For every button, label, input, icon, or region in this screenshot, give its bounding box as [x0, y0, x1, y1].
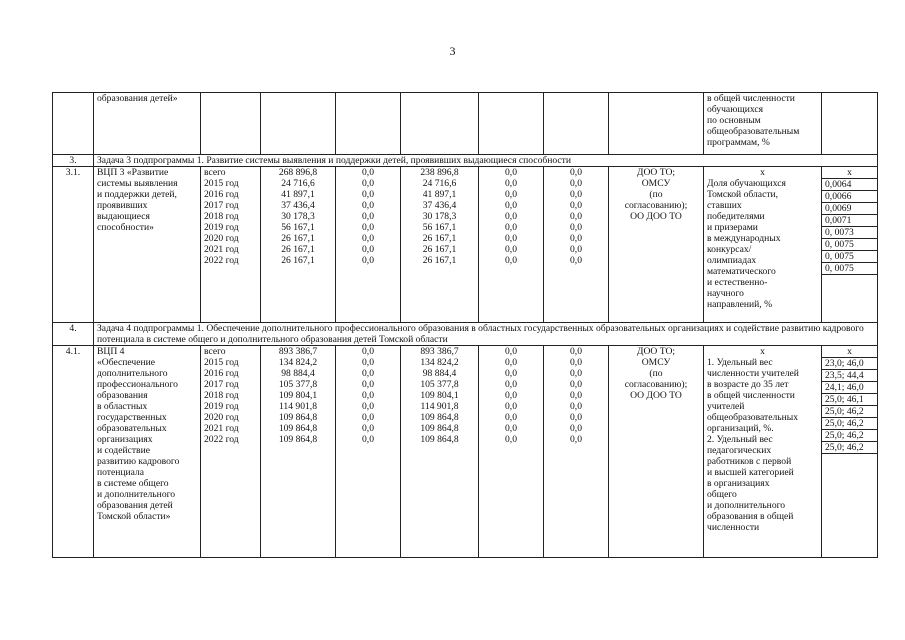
row-3-1-total-line: 26 167,1	[281, 244, 315, 255]
row-4-1-indicator-line: в организациях	[707, 478, 770, 489]
task-4-row	[53, 323, 878, 346]
row-3-1-federal	[336, 167, 401, 323]
cont-indicator-line: программам, %	[707, 137, 770, 148]
row-3-1-indicator-line: олимпиадах	[707, 255, 757, 266]
row-3-1-regional-line: 238 896,8	[420, 167, 459, 178]
row-4-1-other-line: 0,0	[570, 379, 582, 390]
row-3-1-executors-line: ОМСУ	[641, 178, 671, 189]
row-3-1-federal-line: 0,0	[362, 211, 374, 222]
row-4-1-regional-line: 105 377,8	[420, 379, 459, 390]
row-3-1-other-line: 0,0	[570, 178, 582, 189]
row-3-1-indicator-line: научного	[707, 288, 744, 299]
row-4-1-indicator-line: организаций, %.	[707, 423, 774, 434]
row-3-1-municipal-line: 0,0	[505, 178, 517, 189]
row-4-1-municipal-line: 0,0	[505, 346, 517, 357]
row-3-1-municipal-line: 0,0	[505, 167, 517, 178]
row-4-1-municipal-line: 0,0	[505, 423, 517, 434]
row-4-1-indicator-line: в возрасте до 35 лет	[707, 379, 789, 390]
row-3-1-municipal-line: 0,0	[505, 189, 517, 200]
row-4-1-values-line: 25,0; 46,2	[822, 442, 877, 454]
row-4-1-indicator-line: х	[760, 346, 765, 357]
row-4-1-indicator-line: и высшей категорией	[707, 467, 794, 478]
row-3-1-program-name-line: способности»	[97, 222, 154, 233]
row-4-1-years-line: 2021 год	[204, 423, 239, 434]
row-3-1-program-name-line: ВЦП 3 «Развитие	[97, 167, 169, 178]
row-4-1-total-line: 109 864,8	[278, 434, 318, 445]
row-3-1-years-line: всего	[204, 167, 226, 178]
task-4-number: 4.	[53, 323, 94, 346]
row-4-1-federal-line: 0,0	[362, 412, 374, 423]
row-3-1-indicator-line: конкурсах/	[707, 244, 752, 255]
row-4-1-years-line: 2020 год	[204, 412, 239, 423]
row-4-1-other-line: 0,0	[570, 412, 582, 423]
row-3-1-municipal	[479, 167, 544, 323]
row-4-1-years-line: 2018 год	[204, 390, 239, 401]
row-4-1-municipal-line: 0,0	[505, 357, 517, 368]
row-3-1-regional-line: 24 716,6	[422, 178, 457, 189]
row-4-1-indicator	[704, 346, 822, 558]
row-3-1-municipal-line: 0,0	[505, 211, 517, 222]
row-4-1-regional-line: 114 901,8	[420, 401, 459, 412]
row-3-1-other	[544, 167, 609, 323]
row-4-1-municipal-line: 0,0	[505, 368, 517, 379]
row-3-1-other-line: 0,0	[570, 211, 582, 222]
row-4-1-values-line: 25,0; 46,2	[822, 406, 877, 418]
row-3-1-years-line: 2017 год	[204, 200, 239, 211]
row-4-1-years-line: 2022 год	[204, 434, 239, 445]
row-3-1-total	[261, 167, 336, 323]
row-4-1-years	[201, 346, 261, 558]
row-4-1-other-line: 0,0	[570, 357, 582, 368]
row-3-1-municipal-line: 0,0	[505, 200, 517, 211]
row-4-1-federal-line: 0,0	[362, 357, 374, 368]
row-3-1-program-name-line: системы выявления	[97, 178, 178, 189]
row-4-1-program-name-line: и содействие	[97, 445, 150, 456]
row-3-1-regional-line: 56 167,1	[422, 222, 457, 233]
row-3-1-years-line: 2018 год	[204, 211, 239, 222]
page-number: 3	[449, 44, 456, 58]
row-4-1-program-name-line: профессионального	[97, 379, 178, 390]
row-3-1-municipal-line: 0,0	[505, 222, 517, 233]
row-3-1-federal-line: 0,0	[362, 244, 374, 255]
row-4-1-values-line: 23,0; 46,0	[822, 358, 877, 370]
row-4-1-regional	[401, 346, 479, 558]
row-4-1-regional-line: 109 864,8	[420, 434, 459, 445]
row-3-1-values-line: 0,0064	[822, 179, 877, 191]
row-4-1-indicator-line: численности учителей	[707, 368, 799, 379]
cont-indicator-line: по основным	[707, 115, 761, 126]
cont-indicator	[704, 93, 822, 155]
row-4-1-federal-line: 0,0	[362, 423, 374, 434]
row-3-1-program-name-line: выдающиеся	[97, 211, 150, 222]
row-4-1-other-line: 0,0	[570, 434, 582, 445]
row-3-1-municipal-line: 0,0	[505, 244, 517, 255]
row-3-1-values-line: 0, 0073	[822, 227, 877, 239]
row-4-1-years-line: 2017 год	[204, 379, 239, 390]
row-3-1-total-line: 41 897,1	[281, 189, 315, 200]
row-4-1-municipal-line: 0,0	[505, 412, 517, 423]
row-3-1-indicator-line: Томской области,	[707, 189, 779, 200]
row-3-1-indicator-line: Доля обучающихся	[707, 178, 786, 189]
row-3-1-indicator-line: и призерами	[707, 222, 758, 233]
row-3-1-municipal-line: 0,0	[505, 255, 517, 266]
row-4-1-program-name-line: государственных	[97, 412, 167, 423]
row-4-1-total-line: 98 884,4	[281, 368, 315, 379]
row-3-1-total-line: 26 167,1	[281, 233, 315, 244]
row-4-1-federal-line: 0,0	[362, 390, 374, 401]
row-4-1-total-line: 893 386,7	[278, 346, 318, 357]
row-4-1-program-name-line: образования детей	[97, 500, 173, 511]
row-3-1-federal-line: 0,0	[362, 189, 374, 200]
row-4-1-total-line: 109 864,8	[278, 412, 318, 423]
row-4-1-indicator-line: 2. Удельный вес	[707, 434, 773, 445]
row-4-1-program-name-line: организациях	[97, 434, 153, 445]
row-3-1-federal-line: 0,0	[362, 222, 374, 233]
row-4-1-regional-line: 134 824,2	[420, 357, 459, 368]
row-3-1-regional-line: 30 178,3	[422, 211, 457, 222]
task-3-title: Задача 3 подпрограммы 1. Развитие системы выявления и поддержки детей, проявивших выдающиеся способности	[94, 155, 878, 167]
row-3-1-other-line: 0,0	[570, 189, 582, 200]
row-4-1-program-name-line: в системе общего	[97, 478, 169, 489]
row-4-1-federal	[336, 346, 401, 558]
row-4-1-indicator-line: общего	[707, 489, 737, 500]
row-4-1-other-line: 0,0	[570, 390, 582, 401]
row-3-1-indicator-line: победителями	[707, 211, 765, 222]
row-3-1-regional-line: 26 167,1	[422, 255, 457, 266]
row-3-1-federal-line: 0,0	[362, 167, 374, 178]
row-4-1-indicator-line: 1. Удельный вес	[707, 357, 773, 368]
row-3-1-regional-line: 26 167,1	[422, 244, 457, 255]
row-4-1-total-line: 114 901,8	[278, 401, 318, 412]
row-3-1-program-name-line: и поддержки детей,	[97, 189, 177, 200]
row-4-1-federal-line: 0,0	[362, 434, 374, 445]
row-3-1-indicator-line: и естественно-	[707, 277, 768, 288]
row-4-1-program-name-line: развитию кадрового	[97, 456, 180, 467]
row-3-1-total-line: 30 178,3	[281, 211, 315, 222]
row-3-1-values-line: 0, 0075	[822, 239, 877, 251]
program-table	[52, 92, 878, 558]
row-4-1-indicator-line: и дополнительного	[707, 500, 786, 511]
row-4-1-other-line: 0,0	[570, 401, 582, 412]
row-4-1-program-name-line: образовательных	[97, 423, 167, 434]
row-3-1-federal-line: 0,0	[362, 200, 374, 211]
row-3-1-values-line: 0,0071	[822, 215, 877, 227]
task-3-number: 3.	[53, 155, 94, 167]
row-4-1-program-name-line: в областных	[97, 401, 148, 412]
row-4-1-federal-line: 0,0	[362, 368, 374, 379]
row-4-1-regional-line: 109 804,1	[420, 390, 459, 401]
row-4-1-regional-line: 893 386,7	[420, 346, 459, 357]
row-3-1-years-line: 2020 год	[204, 233, 239, 244]
row-4-1-number: 4.1.	[53, 346, 94, 558]
row-4-1-federal-line: 0,0	[362, 379, 374, 390]
row-4-1-municipal	[479, 346, 544, 558]
row-4-1-program-name-line: «Обеспечение	[97, 357, 155, 368]
cont-program-name: образования детей»	[94, 93, 201, 155]
row-4-1-values-line: х	[822, 346, 877, 358]
row-3-1-number: 3.1.	[53, 167, 94, 323]
row-3-1-years-line: 2022 год	[204, 255, 239, 266]
row-4-1-program-name-line: и дополнительного	[97, 489, 176, 500]
row-3-1-years	[201, 167, 261, 323]
row-4-1-other-line: 0,0	[570, 346, 582, 357]
row-4-1-total-line: 105 377,8	[278, 379, 318, 390]
row-4-1-indicator-line: общеобразовательных	[707, 412, 798, 423]
row-3-1-indicator-line: ставших	[707, 200, 742, 211]
row-4-1-executors-line: ОМСУ	[641, 357, 671, 368]
row-3-1-years-line: 2021 год	[204, 244, 239, 255]
row-3-1-indicator-line: х	[760, 167, 765, 178]
row-4-1-executors-line: (по	[649, 368, 663, 379]
row-3-1-regional-line: 41 897,1	[422, 189, 457, 200]
row-3-1-values-line: 0,0066	[822, 191, 877, 203]
row-4-1-years-line: 2015 год	[204, 357, 239, 368]
row-4-1-municipal-line: 0,0	[505, 434, 517, 445]
row-4-1-values-line: 25,0; 46,1	[822, 394, 877, 406]
row-3-1-values	[822, 167, 878, 323]
row-4-1-program-name-line: образования	[97, 390, 148, 401]
row-3-1-years-line: 2016 год	[204, 189, 239, 200]
task-4-title: Задача 4 подпрограммы 1. Обеспечение дополнительного профессионального образования в областных государственных образовательных организациях и содействие развитию кадрового потенциала в системе общего и дополнительного образования детей Томской области	[94, 323, 878, 346]
row-4-1-federal-line: 0,0	[362, 346, 374, 357]
row-4-1-indicator-line: в общей численности	[707, 390, 795, 401]
row-3-1-program-name	[94, 167, 201, 323]
program-row-4-1	[53, 346, 878, 558]
row-3-1-total-line: 24 716,6	[281, 178, 315, 189]
row-4-1-other	[544, 346, 609, 558]
row-4-1-indicator-line: образования в общей	[707, 511, 794, 522]
row-4-1-values-line: 24,1; 46,0	[822, 382, 877, 394]
row-3-1-municipal-line: 0,0	[505, 233, 517, 244]
row-3-1-values-line: 0, 0075	[822, 263, 877, 275]
row-4-1-other-line: 0,0	[570, 368, 582, 379]
row-3-1-values-line: х	[822, 167, 877, 179]
row-3-1-regional	[401, 167, 479, 323]
row-3-1-indicator	[704, 167, 822, 323]
row-4-1-years-line: 2019 год	[204, 401, 239, 412]
task-3-row	[53, 155, 878, 167]
row-3-1-other-line: 0,0	[570, 200, 582, 211]
row-3-1-program-name-line: проявивших	[97, 200, 148, 211]
row-3-1-values-line: 0, 0075	[822, 251, 877, 263]
row-4-1-values-line: 25,0; 46,2	[822, 418, 877, 430]
row-4-1-years-line: всего	[204, 346, 226, 357]
row-3-1-total-line: 26 167,1	[281, 255, 315, 266]
cont-indicator-line: обучающихся	[707, 104, 764, 115]
row-3-1-total-line: 268 896,8	[278, 167, 318, 178]
row-3-1-indicator-line: в международных	[707, 233, 781, 244]
row-4-1-municipal-line: 0,0	[505, 401, 517, 412]
row-3-1-other-line: 0,0	[570, 233, 582, 244]
row-4-1-executors-line: согласованию);	[624, 379, 688, 390]
row-3-1-executors-line: (по	[649, 189, 663, 200]
row-3-1-other-line: 0,0	[570, 244, 582, 255]
row-4-1-total	[261, 346, 336, 558]
row-3-1-regional-line: 26 167,1	[422, 233, 457, 244]
row-3-1-federal-line: 0,0	[362, 255, 374, 266]
row-3-1-values-line: 0,0069	[822, 203, 877, 215]
cont-indicator-line: общеобразовательным	[707, 126, 800, 137]
row-3-1-other-line: 0,0	[570, 167, 582, 178]
row-4-1-program-name-line: потенциала	[97, 467, 145, 478]
row-4-1-executors	[609, 346, 704, 558]
row-3-1-federal-line: 0,0	[362, 233, 374, 244]
row-4-1-municipal-line: 0,0	[505, 379, 517, 390]
row-4-1-values	[822, 346, 878, 558]
row-3-1-executors	[609, 167, 704, 323]
row-4-1-federal-line: 0,0	[362, 401, 374, 412]
row-3-1-years-line: 2015 год	[204, 178, 239, 189]
row-4-1-total-line: 109 804,1	[278, 390, 318, 401]
row-3-1-indicator-line: направлений, %	[707, 299, 773, 310]
row-4-1-executors-line: ОО ДОО ТО	[630, 390, 682, 401]
row-4-1-executors-line: ДОО ТО;	[636, 346, 676, 357]
row-4-1-program-name	[94, 346, 201, 558]
row-4-1-regional-line: 109 864,8	[420, 423, 459, 434]
row-4-1-regional-line: 98 884,4	[422, 368, 457, 379]
row-4-1-years-line: 2016 год	[204, 368, 239, 379]
continuation-row	[53, 93, 878, 155]
row-4-1-values-line: 23,5; 44,4	[822, 370, 877, 382]
row-3-1-regional-line: 37 436,4	[422, 200, 457, 211]
row-4-1-indicator-line: работников с первой	[707, 456, 792, 467]
row-3-1-other-line: 0,0	[570, 255, 582, 266]
row-3-1-executors-line: ДОО ТО;	[636, 167, 676, 178]
program-row-3-1	[53, 167, 878, 323]
row-4-1-indicator-line: педагогических	[707, 445, 772, 456]
row-3-1-executors-line: согласованию);	[624, 200, 688, 211]
row-4-1-indicator-line: учителей	[707, 401, 745, 412]
row-3-1-federal-line: 0,0	[362, 178, 374, 189]
row-3-1-total-line: 37 436,4	[281, 200, 315, 211]
row-4-1-program-name-line: ВЦП 4	[97, 346, 125, 357]
row-3-1-total-line: 56 167,1	[281, 222, 315, 233]
row-4-1-program-name-line: Томской области»	[97, 511, 171, 522]
row-3-1-indicator-line: математического	[707, 266, 776, 277]
row-3-1-years-line: 2019 год	[204, 222, 239, 233]
row-4-1-other-line: 0,0	[570, 423, 582, 434]
row-3-1-other-line: 0,0	[570, 222, 582, 233]
cont-indicator-line: в общей численности	[707, 93, 795, 104]
row-4-1-regional-line: 109 864,8	[420, 412, 459, 423]
row-4-1-indicator-line: численности	[707, 522, 760, 533]
row-3-1-executors-line: ОО ДОО ТО	[630, 211, 682, 222]
row-4-1-values-line: 25,0; 46,2	[822, 430, 877, 442]
row-4-1-total-line: 134 824,2	[278, 357, 318, 368]
row-4-1-program-name-line: дополнительного	[97, 368, 168, 379]
row-4-1-municipal-line: 0,0	[505, 390, 517, 401]
row-4-1-total-line: 109 864,8	[278, 423, 318, 434]
